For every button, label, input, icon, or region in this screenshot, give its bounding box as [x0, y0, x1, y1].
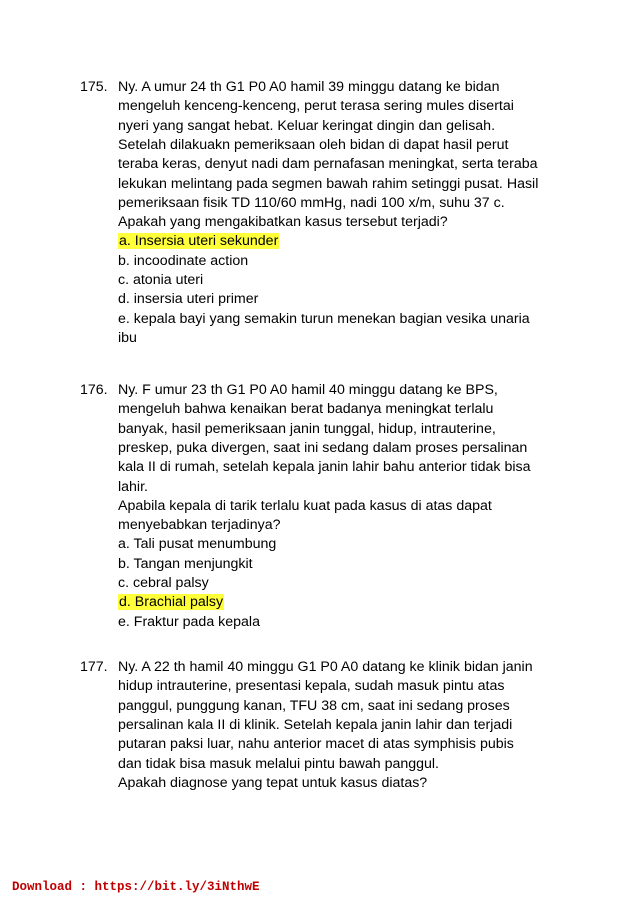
highlighted-answer: d. Brachial palsy [119, 594, 224, 611]
question-text-line: banyak, hasil pemeriksaan janin tunggal, hidup, intrauterine, [118, 420, 496, 437]
question-text-line: preskep, puka divergen, saat ini sedang dalam proses persalinan [118, 439, 528, 456]
question-number: 176. [80, 382, 108, 398]
download-link[interactable]: Download : https://bit.ly/3iNthwE [12, 880, 260, 894]
question-text-line: putaran paksi luar, nahu anterior macet di atas symphisis pubis [118, 736, 514, 753]
question-text-line: Apakah yang mengakibatkan kasus tersebut terjadi? [118, 214, 448, 231]
answer-option [118, 231, 279, 251]
question-text-line: panggul, punggung kanan, TFU 38 cm, saat ini sedang proses [118, 697, 510, 714]
question-number: 175. [80, 79, 108, 95]
question-text-line: Ny. A umur 24 th G1 P0 A0 hamil 39 minggu datang ke bidan [118, 79, 500, 95]
question-text-line: Apakah diagnose yang tepat untuk kasus diatas? [118, 774, 428, 791]
answer-option [118, 612, 260, 632]
question-text-line: dan tidak bisa masuk melalui pintu bawah panggul. [118, 755, 439, 772]
highlighted-answer: a. Insersia uteri sekunder [119, 233, 279, 250]
question-text-line: persalinan kala II di klinik. Setelah kepala janin lahir dan terjadi [118, 716, 513, 733]
answer-option-text: a. Tali pusat menumbung [118, 536, 277, 553]
answer-option-text: c. cebral palsy [118, 575, 209, 591]
answer-option [118, 592, 224, 612]
question-text-line: nyeri yang sangat hebat. Keluar keringat dingin dan gelisah. [118, 117, 496, 134]
question-text-line: Apabila kepala di tarik terlalu kuat pada kasus di atas dapat [118, 497, 492, 514]
answer-option [118, 328, 137, 348]
answer-option-text: ibu [118, 329, 137, 346]
question-text-line: pemeriksaan fisik TD 110/60 mmHg, nadi 100 x/m, suhu 37 c. [118, 194, 505, 211]
question-text-line: Ny. F umur 23 th G1 P0 A0 hamil 40 minggu datang ke BPS, [118, 382, 498, 398]
answer-option-text: b. Tangan menjungkit [118, 555, 253, 572]
answer-option-text: e. Fraktur pada kepala [118, 613, 260, 630]
question-text-line: menyebabkan terjadinya? [118, 517, 281, 534]
answer-option-text: d. insersia uteri primer [118, 291, 259, 308]
question-text-line: kala II di rumah, setelah kepala janin lahir bahu anterior tidak bisa [118, 459, 531, 476]
answer-option [118, 270, 203, 290]
question-text-line: lekukan melintang pada segmen bawah rahim setinggi pusat. Hasil [118, 175, 539, 192]
question-text-line: mengeluh bahwa kenaikan berat badanya meningkat terlalu [118, 401, 494, 418]
answer-option [118, 251, 248, 271]
question-text-line: Ny. A 22 th hamil 40 minggu G1 P0 A0 datang ke klinik bidan janin [118, 659, 533, 675]
question-text-line: teraba keras, denyut nadi dam pernafasan meningkat, serta teraba [118, 156, 538, 173]
answer-option [118, 534, 276, 554]
answer-option-text: e. kepala bayi yang semakin turun menekan bagian vesika unaria [118, 310, 530, 327]
answer-option-text: c. atonia uteri [118, 272, 204, 288]
answer-option [118, 289, 258, 309]
question-text-line: mengeluh kenceng-kenceng, perut terasa sering mules disertai [118, 98, 514, 115]
question-text-line: lahir. [118, 478, 148, 495]
answer-option [118, 554, 253, 574]
answer-option-text: b. incoodinate action [118, 252, 249, 269]
question-text-line: hidup intrauterine, presentasi kepala, sudah masuk pintu atas [118, 678, 505, 695]
answer-option [118, 573, 209, 593]
question-number: 177. [80, 659, 108, 675]
question-text-line: Setelah dilakuakn pemeriksaan oleh bidan di dapat hasil perut [118, 136, 509, 153]
answer-option [118, 309, 530, 329]
